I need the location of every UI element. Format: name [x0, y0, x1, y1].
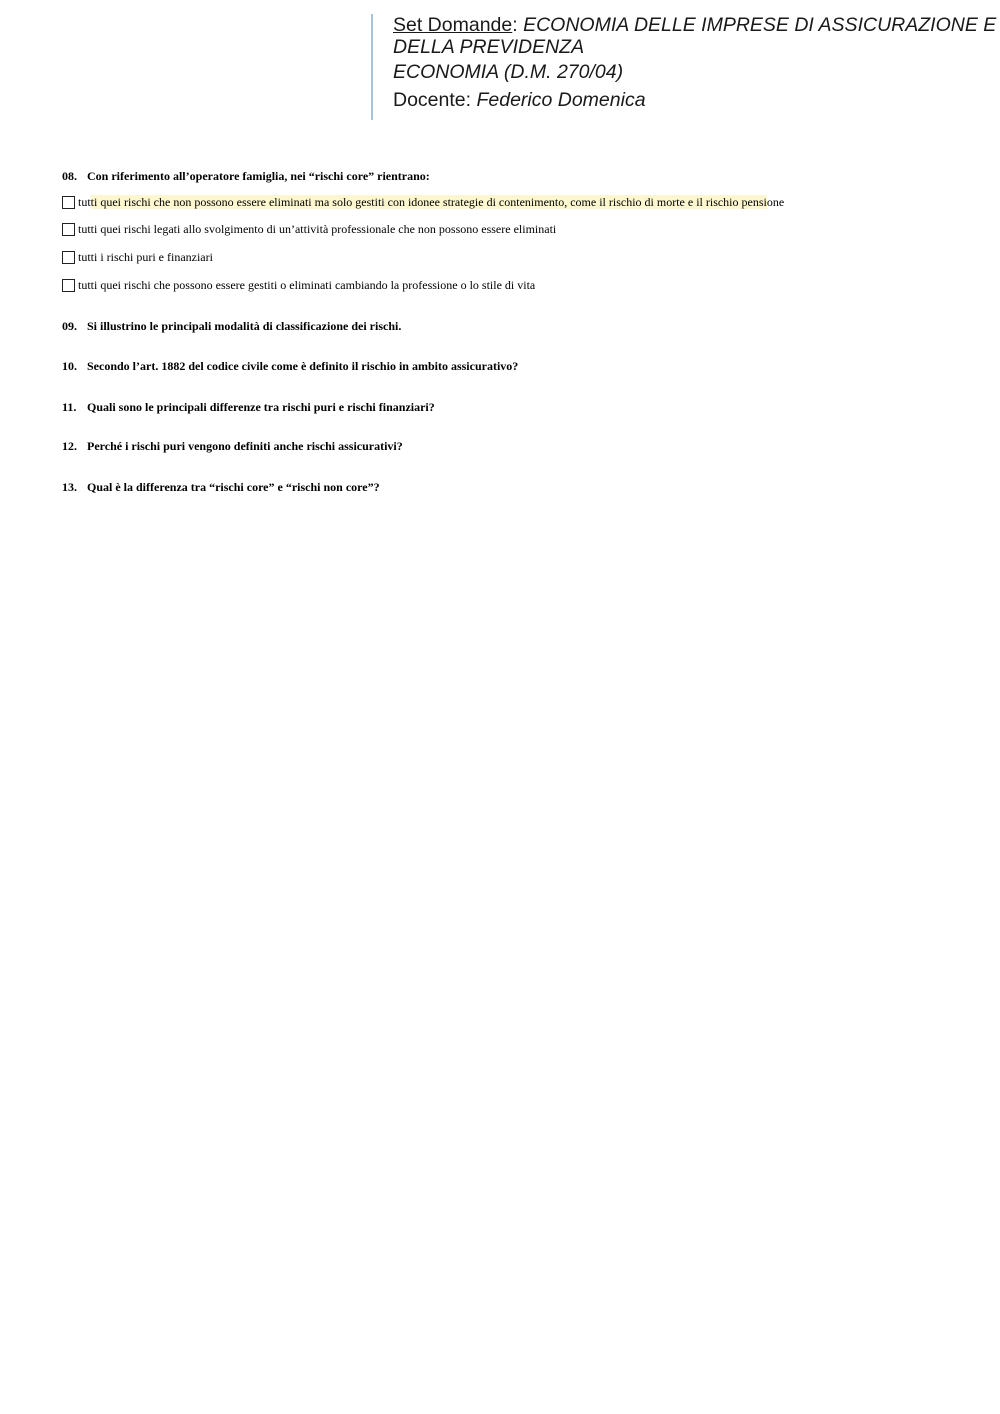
question-number: 12. [62, 439, 77, 453]
answer-text-start: tut [78, 195, 91, 209]
header-divider [371, 14, 373, 120]
question-text: Quali sono le principali differenze tra rischi puri e rischi finanziari? [87, 400, 435, 414]
answer-option-2[interactable] [62, 222, 556, 237]
question-10 [62, 359, 518, 374]
answer-option-1[interactable] [62, 195, 784, 210]
course-title-line-2: DELLA PREVIDENZA [393, 36, 585, 58]
question-13 [62, 480, 380, 495]
question-text: Qual è la differenza tra “rischi core” e “rischi non core”? [87, 480, 380, 494]
checkbox[interactable] [62, 196, 75, 209]
question-09 [62, 319, 401, 334]
checkbox[interactable] [62, 279, 75, 292]
document-header [393, 14, 997, 111]
question-number: 13. [62, 480, 77, 494]
answer-text: tutti i rischi puri e finanziari [78, 250, 213, 264]
question-11 [62, 400, 435, 415]
question-12 [62, 439, 403, 454]
set-label: Set Domande [393, 14, 513, 36]
question-number: 08. [62, 169, 77, 183]
answer-option-4[interactable] [62, 278, 535, 293]
checkbox[interactable] [62, 251, 75, 264]
course-title: ECONOMIA DELLE IMPRESE DI ASSICURAZIONE E [523, 14, 997, 36]
question-text: Si illustrino le principali modalità di classificazione dei rischi. [87, 319, 402, 333]
answer-text: tutti quei rischi che possono essere gestiti o eliminati cambiando la professione o lo stile di vita [78, 278, 536, 292]
question-08 [62, 169, 430, 184]
teacher-name: Federico Domenica [476, 89, 646, 111]
answer-text [78, 195, 784, 210]
checkbox[interactable] [62, 223, 75, 236]
teacher-line [393, 89, 993, 111]
course-title-line-1 [393, 14, 997, 36]
answer-text-end: one [766, 195, 785, 209]
set-label-colon: : [512, 14, 524, 36]
answer-text: tutti quei rischi legati allo svolgimento di un’attività professionale che non possono essere eliminati [78, 222, 557, 236]
degree-program: ECONOMIA (D.M. 270/04) [393, 61, 624, 83]
highlighted-text: ti quei rischi che non possono essere eliminati ma solo gestiti con idonee strategie di contenimento, come il rischio di morte e il rischio pensi [90, 195, 767, 209]
question-text: Secondo l’art. 1882 del codice civile come è definito il rischio in ambito assicurativo? [87, 359, 519, 373]
question-number: 09. [62, 319, 77, 333]
question-number: 11. [62, 400, 77, 414]
question-number: 10. [62, 359, 77, 373]
question-text: Con riferimento all’operatore famiglia, nei “rischi core” rientrano: [87, 169, 430, 183]
answer-option-3[interactable] [62, 250, 213, 265]
teacher-label: Docente: [393, 89, 477, 111]
question-text: Perché i rischi puri vengono definiti anche rischi assicurativi? [87, 439, 403, 453]
